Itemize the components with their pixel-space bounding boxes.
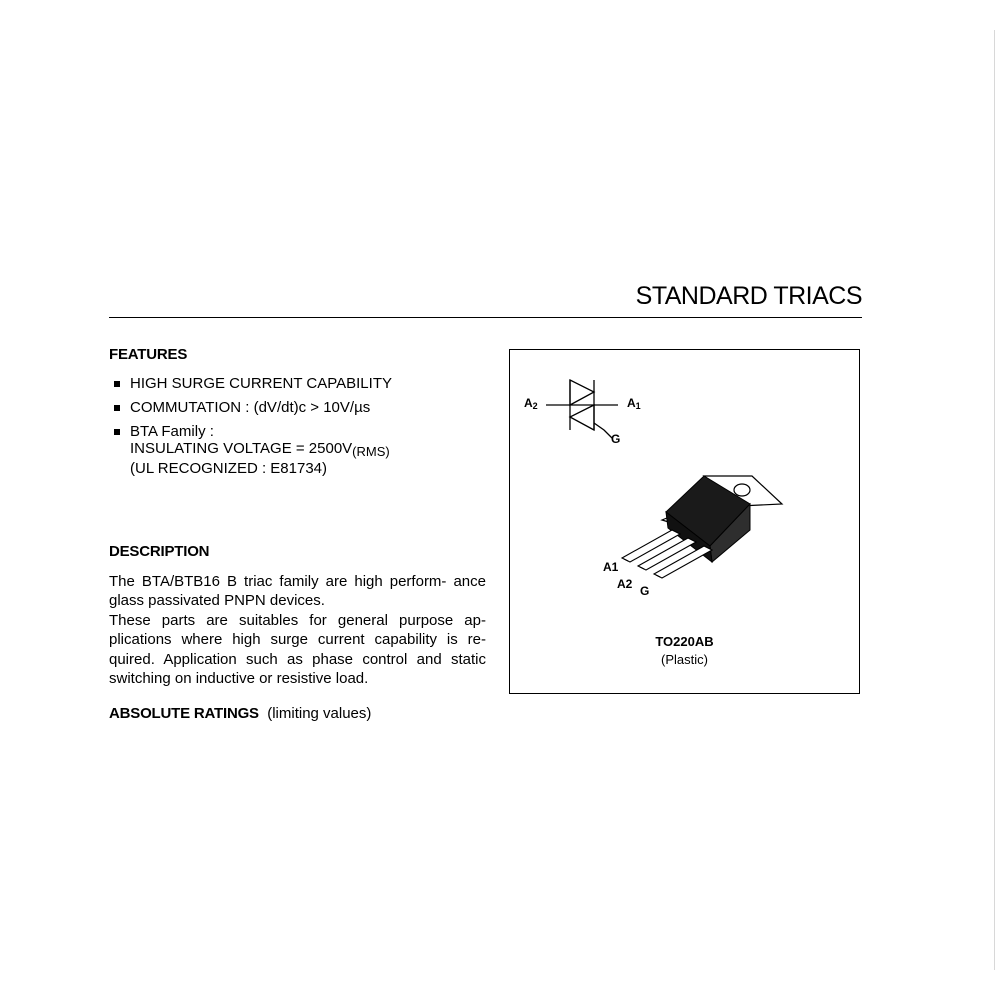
- bullet-icon: [114, 429, 120, 435]
- symbol-label-a2: A2: [524, 396, 538, 411]
- bullet-icon: [114, 405, 120, 411]
- list-item: COMMUTATION : (dV/dt)c > 10V/µs: [114, 399, 392, 416]
- absolute-ratings-heading: ABSOLUTE RATINGS (limiting values): [109, 705, 372, 722]
- page-title: STANDARD TRIACS: [635, 282, 862, 310]
- description-paragraph: The BTA/BTB16 B triac family are high perform- ance glass passivated PNPN devices.: [109, 573, 486, 610]
- symbol-label-a1: A1: [627, 396, 641, 411]
- pin-label-a1: A1: [603, 560, 619, 574]
- package-material: (Plastic): [661, 652, 708, 667]
- insulating-voltage: INSULATING VOLTAGE = 2500V(RMS): [130, 440, 390, 459]
- description-paragraph: These parts are suitables for general purpose ap- plications where high surge current capability is re- quired. Application such as phase control and static switching on inductive or resistive load.: [109, 611, 486, 688]
- symbol-label-g: G: [611, 432, 621, 446]
- list-item: BTA Family : INSULATING VOLTAGE = 2500V(RMS) (UL RECOGNIZED : E81734): [114, 423, 392, 477]
- features-list: [114, 375, 392, 484]
- features-heading: FEATURES: [109, 346, 188, 363]
- title-divider: [109, 317, 862, 318]
- bullet-icon: [114, 381, 120, 387]
- page-edge-line: [994, 30, 995, 970]
- package-name: TO220AB: [655, 634, 714, 649]
- pin-label-g: G: [640, 584, 650, 598]
- pin-label-a2: A2: [617, 577, 633, 591]
- description-text: [109, 572, 486, 688]
- description-heading: DESCRIPTION: [109, 543, 210, 560]
- list-item: HIGH SURGE CURRENT CAPABILITY: [114, 375, 392, 392]
- to220-package-icon: [600, 468, 790, 593]
